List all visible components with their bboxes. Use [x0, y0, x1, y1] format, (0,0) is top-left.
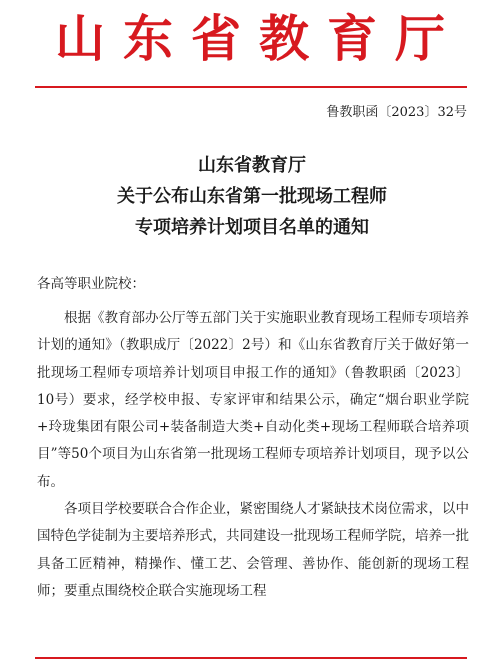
issuer-header-title: 山东省教育厅	[55, 9, 463, 68]
header-red-rule	[35, 86, 467, 88]
notice-title-line-3: 专项培养计划项目名单的通知	[135, 217, 369, 238]
salutation: 各高等职业院校：	[37, 276, 145, 292]
document-number: 鲁教职函〔2023〕32号	[326, 105, 467, 120]
notice-body	[37, 305, 469, 605]
footer-red-rule	[35, 657, 467, 659]
body-paragraph-2: 各项目学校要联合合作企业，紧密围绕人才紧缺技术岗位需求，以中国特色学徒制为主要培养形式，共同建设一批现场工程师学院，培养一批具备工匠精神，精操作、懂工艺、会管理、善协作、能创新的现场工程师；要重点围绕校企联合实施现场工程	[37, 501, 469, 599]
notice-title-line-1: 山东省教育厅	[198, 155, 306, 176]
body-paragraph-1: 根据《教育部办公厅等五部门关于实施职业教育现场工程师专项培养计划的通知》（教职成厅〔2022〕2号）和《山东省教育厅关于做好第一批现场工程师专项培养计划项目申报工作的通知》（鲁教职函〔2023〕10号）要求，经学校申报、专家评审和结果公示，确定“烟台职业学院+玲珑集团有限公司+装备制造大类+自动化类+现场工程师联合培养项目”等50个项目为山东省第一批现场工程师专项培养计划项目，现予以公布。	[37, 310, 469, 490]
notice-title-line-2: 关于公布山东省第一批现场工程师	[117, 186, 387, 207]
notice-title	[0, 150, 504, 243]
